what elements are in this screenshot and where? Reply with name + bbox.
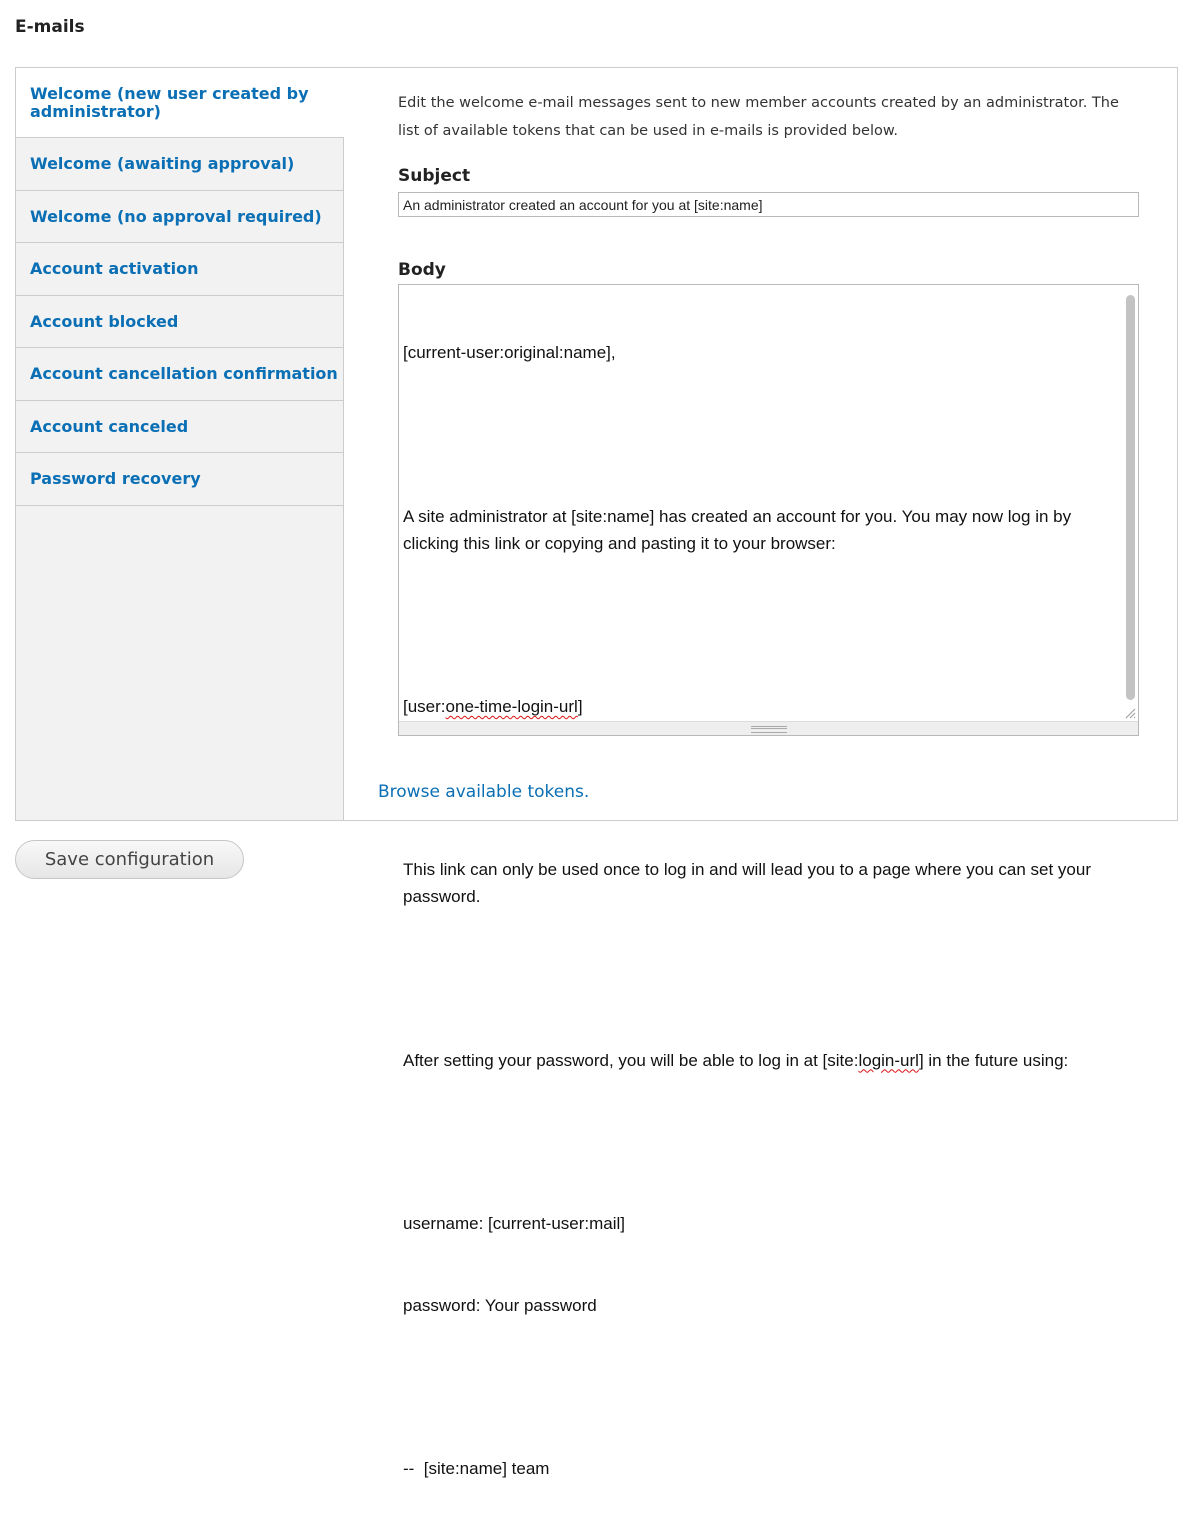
tab-welcome-admin-created[interactable] — [16, 68, 344, 138]
tab-welcome-awaiting-approval[interactable] — [16, 138, 343, 191]
tab-account-blocked[interactable] — [16, 296, 343, 348]
body-line — [403, 1373, 1117, 1400]
body-line: -- [site:name] team — [403, 1458, 550, 1478]
body-line — [403, 421, 1117, 448]
pane-description: Edit the welcome e-mail messages sent to new member accounts created by an administrator. The list of available tokens that can be used in e-mails is provided below. — [398, 95, 1119, 139]
tab-label: Account cancellation confirmation — [30, 364, 338, 383]
spellcheck-word: one-time-login-url — [445, 697, 578, 717]
body-line: This link can only be used once to log in and will lead you to a page where you can set your password. — [403, 860, 1096, 907]
section-title: E-mails — [15, 17, 85, 37]
spellcheck-word: login-url — [858, 1050, 919, 1070]
body-line — [403, 611, 1117, 638]
tab-label: Welcome (no approval required) — [30, 206, 322, 226]
body-line: [current-user:original:name], — [403, 343, 616, 363]
body-line-site-login: After setting your password, you will be able to log in at [site:login-url] in the future using: — [403, 1050, 1069, 1070]
tab-label: Account blocked — [30, 311, 179, 331]
tab-label: Welcome (new user created by administrator) — [30, 83, 309, 121]
tab-label: Account canceled — [30, 416, 189, 436]
browse-tokens-link[interactable]: Browse available tokens. — [378, 782, 590, 802]
body-line — [403, 965, 1117, 992]
vertical-tabs-menu — [16, 68, 344, 820]
tab-password-recovery[interactable] — [16, 453, 343, 506]
subject-input[interactable] — [398, 192, 1139, 217]
tab-account-activation[interactable] — [16, 243, 343, 296]
tab-label: Password recovery — [30, 469, 201, 488]
body-line: password: Your password — [403, 1295, 597, 1315]
resize-handle-icon[interactable] — [1124, 707, 1136, 719]
tab-account-canceled[interactable] — [16, 401, 343, 453]
grip-lines-icon — [751, 726, 787, 733]
tab-label: Account activation — [30, 259, 199, 278]
save-configuration-button[interactable]: Save configuration — [15, 840, 244, 879]
tab-welcome-no-approval[interactable] — [16, 191, 343, 243]
body-line: username: [current-user:mail] — [403, 1213, 626, 1233]
body-line: A site administrator at [site:name] has created an account for you. You may now log in by clicking this link or copying and pasting it to your browser: — [403, 506, 1076, 553]
tab-account-cancellation-confirmation[interactable] — [16, 348, 343, 401]
body-scrollbar[interactable] — [1123, 287, 1137, 720]
textarea-grippie[interactable] — [399, 721, 1138, 735]
scrollbar-thumb[interactable] — [1126, 295, 1135, 700]
subject-label: Subject — [398, 166, 471, 186]
body-label: Body — [398, 260, 446, 280]
body-line-login-url: [user:one-time-login-url] — [403, 697, 583, 717]
body-line — [403, 1128, 1117, 1155]
tab-label: Welcome (awaiting approval) — [30, 154, 295, 173]
